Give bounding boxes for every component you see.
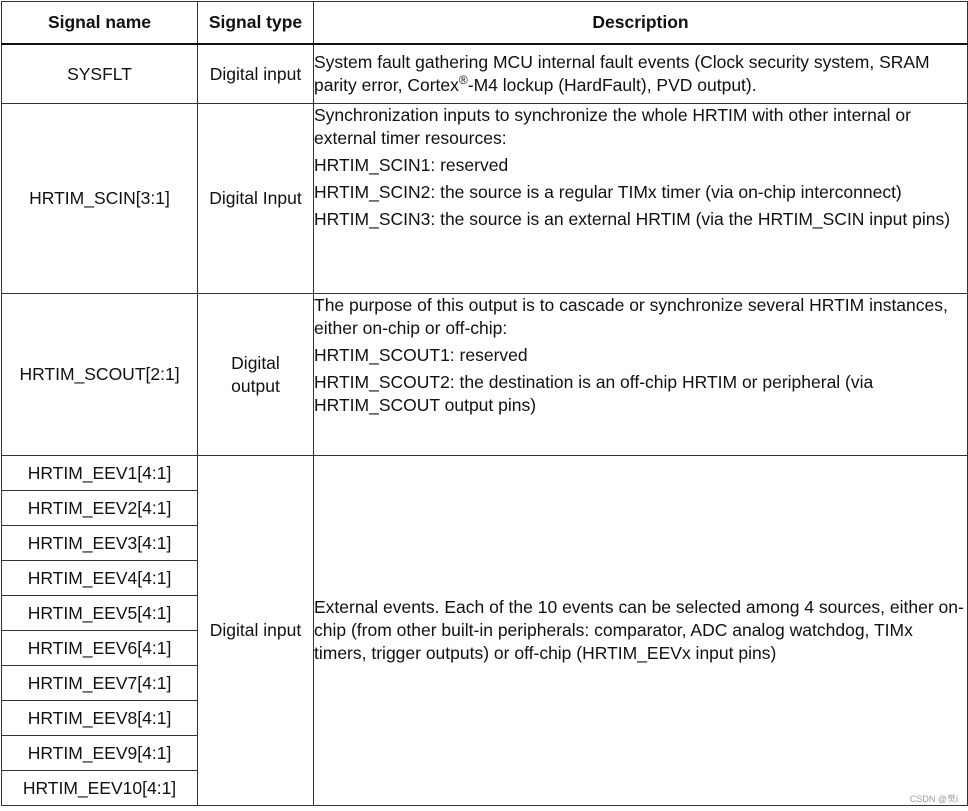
description-cell [314,294,968,456]
signal-type-cell: Digital input [198,456,314,806]
signal-name-cell: HRTIM_SCIN[3:1] [2,104,198,294]
table-row-scout [2,294,968,456]
description-paragraph: HRTIM_SCOUT2: the destination is an off-chip HRTIM or peripheral (via HRTIM_SCOUT output pins) [314,372,874,415]
description-paragraph: HRTIM_SCIN3: the source is an external HRTIM (via the HRTIM_SCIN input pins) [314,209,951,229]
description-cell [314,44,968,104]
signal-type-cell: Digital Input [198,104,314,294]
signal-name-cell: HRTIM_EEV9[4:1] [2,736,198,771]
signal-name-cell: HRTIM_EEV6[4:1] [2,631,198,666]
header-signal-name: Signal name [2,2,198,45]
signal-name-cell: HRTIM_EEV2[4:1] [2,491,198,526]
signal-name-cell: HRTIM_EEV1[4:1] [2,456,198,491]
table-row-scin [2,104,968,294]
signal-name-cell: HRTIM_SCOUT[2:1] [2,294,198,456]
description-paragraph: Synchronization inputs to synchronize the whole HRTIM with other internal or external timer resources: [314,105,911,148]
header-signal-type: Signal type [198,2,314,45]
description-text: System fault gathering MCU internal fault events (Clock security system, SRAM parity error, Cortex [314,52,930,95]
signal-name-cell: HRTIM_EEV3[4:1] [2,526,198,561]
signal-name-cell: SYSFLT [2,44,198,104]
table-row-eev [2,456,968,491]
registered-mark: ® [458,73,468,87]
signal-name-cell: HRTIM_EEV8[4:1] [2,701,198,736]
description-cell: External events. Each of the 10 events can be selected among 4 sources, either on-chip (from other built-in peripherals: comparator, ADC analog watchdog, TIMx timers, trigger outputs) or off-chip (HRTIM_EEVx input pins) [314,456,968,806]
table-row-sysflt [2,44,968,104]
description-paragraph: HRTIM_SCIN2: the source is a regular TIMx timer (via on-chip interconnect) [314,182,902,202]
description-text-continued: -M4 lockup (HardFault), PVD output). [467,75,757,95]
signal-name-cell: HRTIM_EEV7[4:1] [2,666,198,701]
signal-name-cell: HRTIM_EEV5[4:1] [2,596,198,631]
watermark: CSDN @樊i [909,794,958,804]
description-paragraph: HRTIM_SCOUT1: reserved [314,345,528,365]
signal-type-cell: Digital input [198,44,314,104]
signal-table [1,1,968,806]
header-description: Description [314,2,968,45]
signal-type-cell [198,294,314,456]
description-paragraph: The purpose of this output is to cascade or synchronize several HRTIM instances, either on-chip or off-chip: [314,295,948,338]
signal-name-cell: HRTIM_EEV10[4:1] [2,771,198,806]
description-paragraph: HRTIM_SCIN1: reserved [314,155,509,175]
description-cell [314,104,968,294]
header-row [2,2,968,45]
signal-name-cell: HRTIM_EEV4[4:1] [2,561,198,596]
signal-type-text: Digital output [231,352,280,396]
